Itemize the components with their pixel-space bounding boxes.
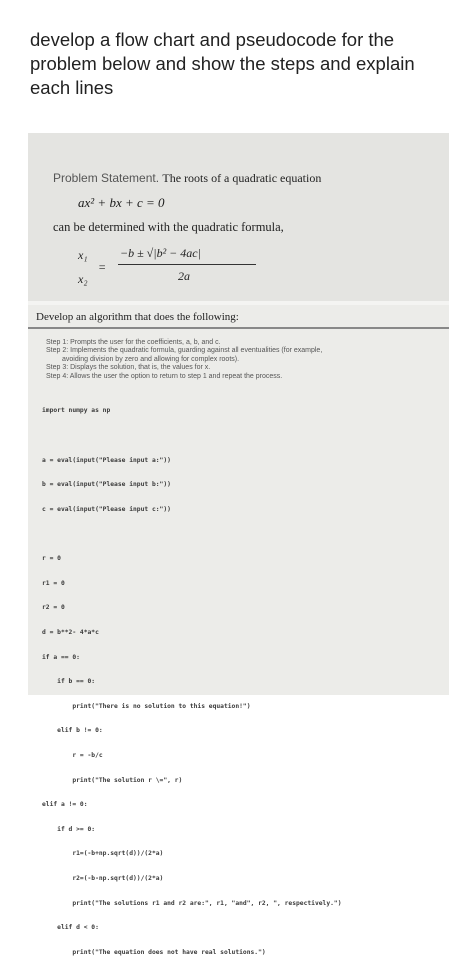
code-line: print("The solutions r1 and r2 are:", r1, "and", r2, ", respectively.")	[42, 899, 342, 907]
code-line: r1=(-b+np.sqrt(d))/(2*a)	[42, 850, 164, 858]
statement-text: The roots of a quadratic equation	[162, 171, 322, 185]
formula-x2: x₂	[78, 272, 88, 286]
statement-label: Problem Statement.	[53, 171, 160, 185]
code-line: r2=(-b-np.sqrt(d))/(2*a)	[42, 874, 164, 882]
code-line: elif d < 0:	[42, 924, 99, 932]
step-item: avoiding division by zero and allowing for complex roots).	[62, 355, 240, 363]
steps-list	[46, 339, 441, 381]
code-line: if d >= 0:	[42, 825, 96, 833]
fraction-bar	[118, 264, 256, 265]
heading-rule	[28, 327, 449, 329]
algorithm-section	[28, 305, 449, 956]
develop-heading: Develop an algorithm that does the following:	[36, 311, 239, 323]
code-line: import numpy as np	[42, 407, 111, 415]
code-line: elif a != 0:	[42, 801, 88, 809]
code-line	[42, 530, 342, 538]
code-line	[42, 432, 342, 440]
step-item: Step 3: Displays the solution, that is, the values for x.	[46, 364, 211, 372]
code-line: print("There is no solution to this equation!")	[42, 702, 251, 710]
code-line: print("The solution r \=", r)	[42, 776, 183, 784]
code-line: r1 = 0	[42, 579, 65, 587]
code-block	[42, 391, 342, 973]
code-line: if a == 0:	[42, 653, 80, 661]
formula-denominator: 2a	[178, 269, 190, 283]
formula-numerator: −b ± √|b² − 4ac|	[120, 246, 201, 260]
code-line: c = eval(input("Please input c:"))	[42, 505, 171, 513]
problem-statement-section	[28, 133, 449, 301]
code-line: if b == 0:	[42, 678, 96, 686]
step-item: Step 2: Implements the quadratic formula, guarding against all eventualities (for example,	[46, 347, 323, 355]
code-line: r = -b/c	[42, 751, 103, 759]
code-line: r = 0	[42, 555, 61, 563]
step-item: Step 1: Prompts the user for the coefficients, a, b, and c.	[46, 339, 221, 346]
code-line: print("The equation does not have real solutions.")	[42, 948, 266, 956]
formula-x1: x₁	[78, 248, 88, 262]
quadratic-equation: ax² + bx + c = 0	[78, 195, 165, 210]
formula-equals: =	[98, 260, 107, 274]
problem-photo	[28, 133, 449, 956]
question-text: develop a flow chart and pseudocode for the problem below and show the steps and explain each lines	[30, 29, 415, 98]
code-line: elif b != 0:	[42, 727, 103, 735]
code-line: r2 = 0	[42, 604, 65, 612]
code-line: b = eval(input("Please input b:"))	[42, 481, 171, 489]
code-line: a = eval(input("Please input a:"))	[42, 456, 171, 464]
formula-intro: can be determined with the quadratic formula,	[53, 220, 284, 234]
code-line: d = b**2- 4*a*c	[42, 628, 99, 636]
statement-heading	[53, 171, 321, 186]
quadratic-formula	[78, 246, 288, 298]
step-item: Step 4: Allows the user the option to return to step 1 and repeat the process.	[46, 372, 283, 380]
